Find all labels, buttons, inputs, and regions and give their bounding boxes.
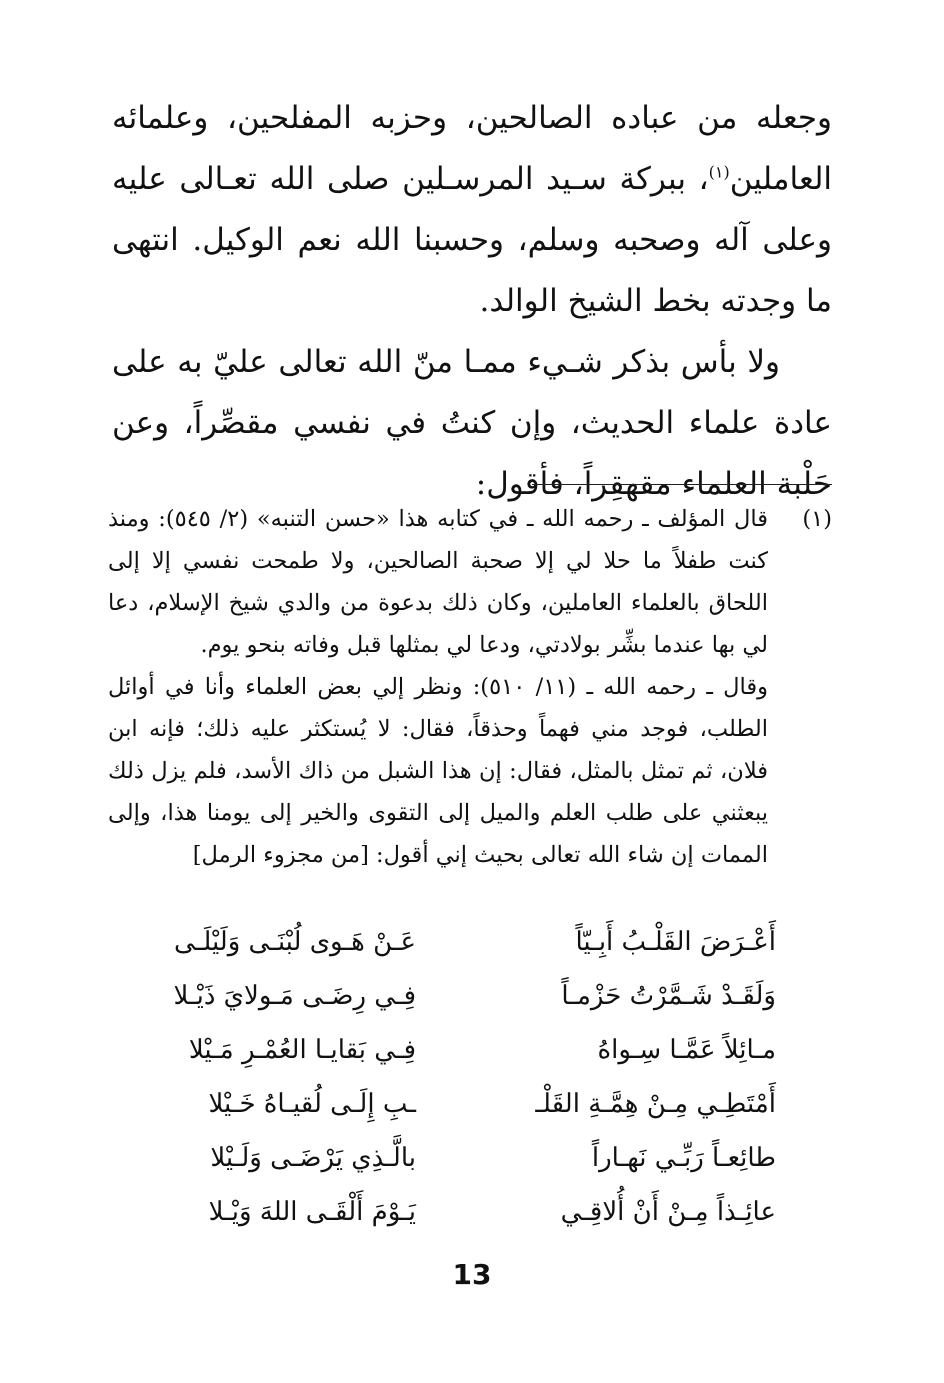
poem bbox=[116, 915, 776, 1239]
verse-second-hemistich: عَـنْ هَـوى لُبْنَـى وَلَيْلَـى bbox=[174, 927, 416, 957]
verse-first-hemistich: عائِـذاً مِـنْ أَنْ أُلاقِـي bbox=[560, 1197, 776, 1227]
footnote-text: وقال ـ رحمه الله ـ (١١/ ٥١٠): ونظر إلي بعض العلماء وأنا في أوائل الطلب، فوجد مني فهماً وحذقاً، فقال: لا يُستكثر عليه ذلك؛ فإنه ابن فلان، ثم تمثل بالمثل، فقال: إن هذا الشبل من ذاك الأسد، فلم يزل ذلك يبعثني على طلب العلم والميل إلى التقوى والخير إلى يومنا هذا، وإلى الممات إن شاء الله تعالى بحيث إني أقول: [من مجزوء الرمل] bbox=[108, 674, 769, 868]
footnotes bbox=[108, 498, 832, 876]
footnote-paragraph bbox=[108, 666, 832, 876]
footnote-text: قال المؤلف ـ رحمه الله ـ في كتابه هذا «حسن التنبه» (٢/ ٥٤٥): ومنذ كنت طفلاً ما حلا لي إلا صحبة الصالحين، ولا طمحت نفسي إلا إلى اللحاق بالعلماء العاملين، وكان ذلك بدعوة من والدي شيخ الإسلام، دعا لي بها عندما بشِّر بولادتي، ودعا لي بمثلها قبل وفاته بنحو يوم. bbox=[108, 506, 769, 658]
paragraph-text: ولا بأس بذكر شـيء ممـا منّ الله تعالى عليّ به على عادة علماء الحديث، وإن كنتُ في نفسي مقصِّراً، وعن حَلْبة العلماء مقهقِراً، فأقول: bbox=[112, 344, 832, 502]
footnote-number: (١) bbox=[802, 506, 832, 532]
poem-verse bbox=[116, 969, 776, 1023]
poem-verse bbox=[116, 1185, 776, 1239]
poem-verse bbox=[116, 1023, 776, 1077]
poem-verse bbox=[116, 1077, 776, 1131]
verse-second-hemistich: يَـوْمَ أَلْقَـى اللهَ وَيْـلا bbox=[208, 1197, 416, 1227]
verse-second-hemistich: فِـي رِضَـى مَـولايَ ذَيْـلا bbox=[173, 981, 416, 1011]
main-text bbox=[112, 88, 832, 515]
verse-first-hemistich: أَمْتَطِـي مِـنْ هِمَّـةِ القَلْـ bbox=[535, 1089, 776, 1119]
verse-first-hemistich: وَلَقَـدْ شَـمَّرْتُ حَزْمـاً bbox=[561, 981, 776, 1011]
main-paragraph bbox=[112, 332, 832, 515]
paragraph-text: وجعله من عباده الصالحين، وحزبه المفلحين، وعلمائه العاملين$^{(١)}$، ببركة سـيد المرسـلين صلى الله تعـالى عليه وعلى آله وصحبه وسلم، وحسبنا الله نعم الوكيل. انتهى ما وجدته بخط الشيخ الوالد. bbox=[112, 100, 832, 319]
page-number: 13 bbox=[452, 1258, 492, 1291]
footnote-paragraph bbox=[108, 498, 832, 666]
verse-first-hemistich: مـائِلاً عَمَّـا سِـواهُ bbox=[597, 1035, 776, 1065]
verse-first-hemistich: طائِعـاً رَبِّـي نَهـاراً bbox=[591, 1143, 776, 1173]
poem-verse bbox=[116, 915, 776, 969]
verse-first-hemistich: أَعْـرَضَ القَلْـبُ أَبِـيّاً bbox=[575, 927, 776, 957]
verse-second-hemistich: ـبِ إِلَـى لُقيـاهُ خَـيْلا bbox=[208, 1089, 416, 1119]
verse-second-hemistich: بالَّـذِي يَرْضَـى وَلَـيْلا bbox=[210, 1143, 416, 1173]
poem-verse bbox=[116, 1131, 776, 1185]
verse-second-hemistich: فِـي بَقايـا العُمْـرِ مَـيْلا bbox=[188, 1035, 416, 1065]
footnote-separator bbox=[532, 484, 832, 485]
footnote-marker: (١) bbox=[708, 162, 730, 182]
main-paragraph bbox=[112, 88, 832, 332]
